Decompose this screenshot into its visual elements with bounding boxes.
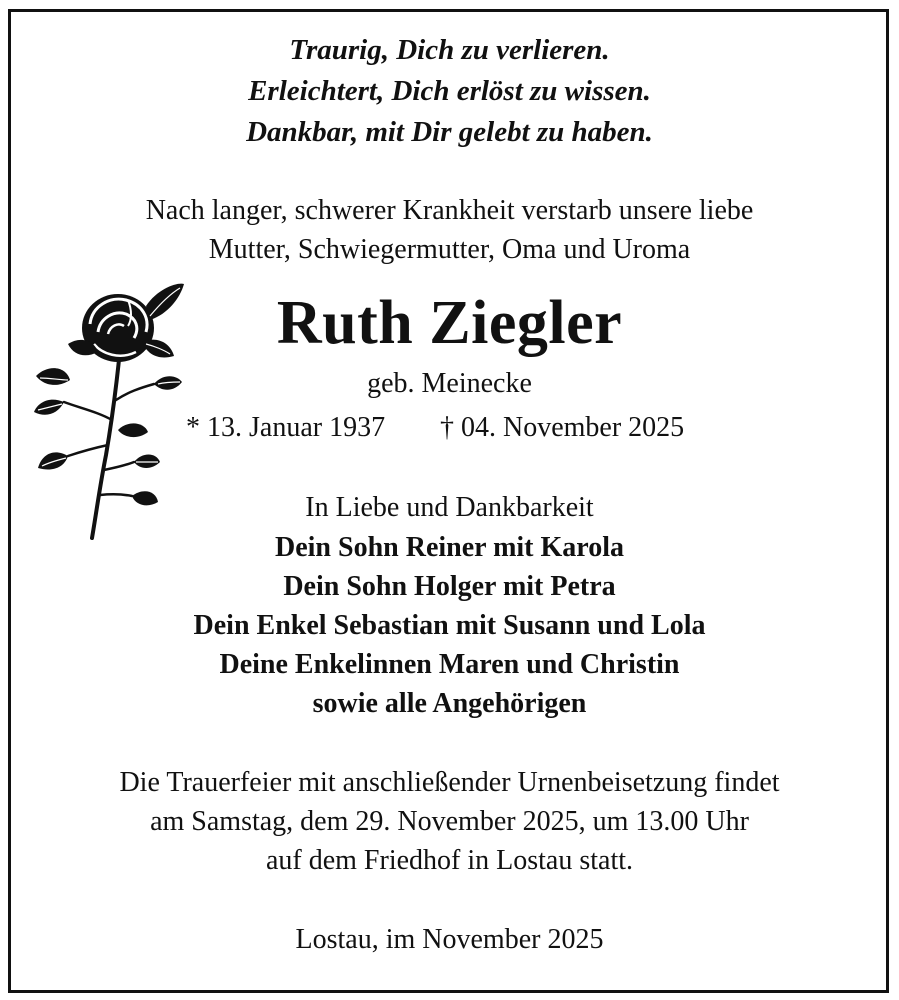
- mourner-line: Dein Enkel Sebastian mit Susann und Lola: [193, 610, 706, 641]
- mourner-line: Dein Sohn Reiner mit Karola: [275, 532, 624, 563]
- death-date: † 04. November 2025: [440, 412, 685, 443]
- mourner-line: sowie alle Angehörigen: [312, 688, 587, 719]
- intro-line-1: Nach langer, schwerer Krankheit verstarb unsere liebe: [145, 195, 754, 226]
- mourner-line: Dein Sohn Holger mit Petra: [283, 571, 616, 602]
- service-line-3: auf dem Friedhof in Lostau statt.: [265, 845, 634, 876]
- place-date: Lostau, im November 2025: [295, 924, 604, 955]
- service-line-2: am Samstag, dem 29. November 2025, um 13.00 Uhr: [150, 806, 749, 837]
- mourner-line: Deine Enkelinnen Maren und Christin: [219, 649, 680, 680]
- motto-line-1: Traurig, Dich zu verlieren.: [289, 34, 610, 66]
- maiden-name: geb. Meinecke: [367, 368, 532, 399]
- birth-date: * 13. Januar 1937: [186, 412, 386, 443]
- deceased-name: Ruth Ziegler: [276, 289, 623, 357]
- motto-line-2: Erleichtert, Dich erlöst zu wissen.: [248, 75, 651, 107]
- service-line-1: Die Trauerfeier mit anschließender Urnenbeisetzung findet: [119, 767, 780, 798]
- intro-line-2: Mutter, Schwiegermutter, Oma und Uroma: [208, 234, 691, 265]
- mourners-intro: In Liebe und Dankbarkeit: [305, 492, 594, 523]
- motto-line-3: Dankbar, mit Dir gelebt zu haben.: [246, 116, 653, 148]
